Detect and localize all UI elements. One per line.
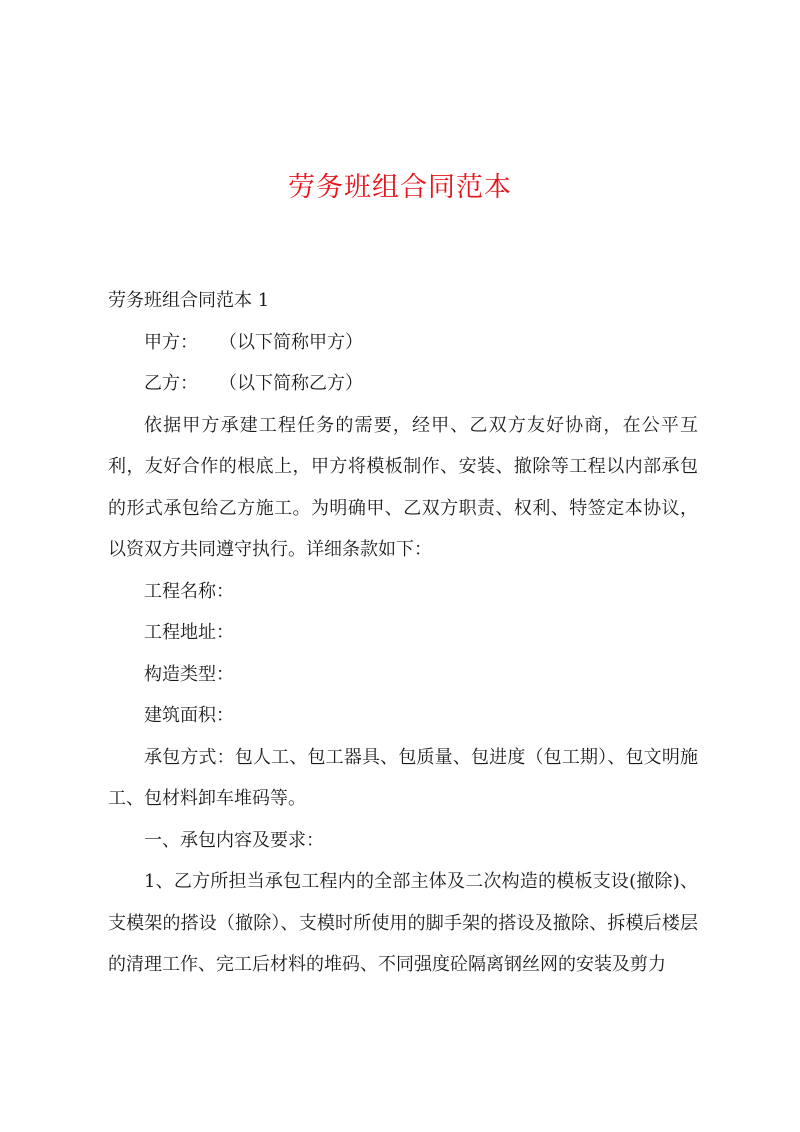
- project-name-field: 工程名称：: [144, 580, 234, 602]
- document-body: [108, 280, 698, 986]
- section-one-heading: 一、承包内容及要求：: [144, 829, 324, 851]
- contract-method-paragraph: 承包方式：包人工、包工器具、包质量、包进度（包工期）、包文明施工、包材料卸车堆码等。: [108, 746, 698, 809]
- party-b-label: 乙方：: [144, 373, 198, 394]
- contract-subtitle: 劳务班组合同范本 1: [108, 290, 270, 311]
- document-title: 劳务班组合同范本: [288, 172, 512, 203]
- section-one-item-1: 1、乙方所担当承包工程内的全部主体及二次构造的模板支设(撤除)、支模架的搭设（撤除）、支模时所使用的脚手架的搭设及撤除、拆模后楼层的清理工作、完工后材料的堆码、不同强度砼隔离钢丝网的安装及剪力: [108, 871, 698, 975]
- project-address-field: 工程地址：: [144, 622, 234, 643]
- building-area-field: 建筑面积：: [144, 705, 234, 726]
- party-a-value: （以下简称甲方）: [228, 331, 363, 353]
- party-b-line: [108, 363, 698, 405]
- structure-type-field: 构造类型：: [144, 663, 234, 685]
- party-a-line: [108, 322, 698, 364]
- party-b-value: （以下简称乙方）: [228, 373, 363, 394]
- intro-paragraph: 依据甲方承建工程任务的需要，经甲、乙双方友好协商，在公平互利，友好合作的根底上，甲方将模板制作、安装、撤除等工程以内部承包的形式承包给乙方施工。为明确甲、乙双方职责、权利、特签定本协议，以资双方共同遵守执行。详细条款如下：: [108, 414, 698, 560]
- party-a-label: 甲方：: [144, 331, 198, 353]
